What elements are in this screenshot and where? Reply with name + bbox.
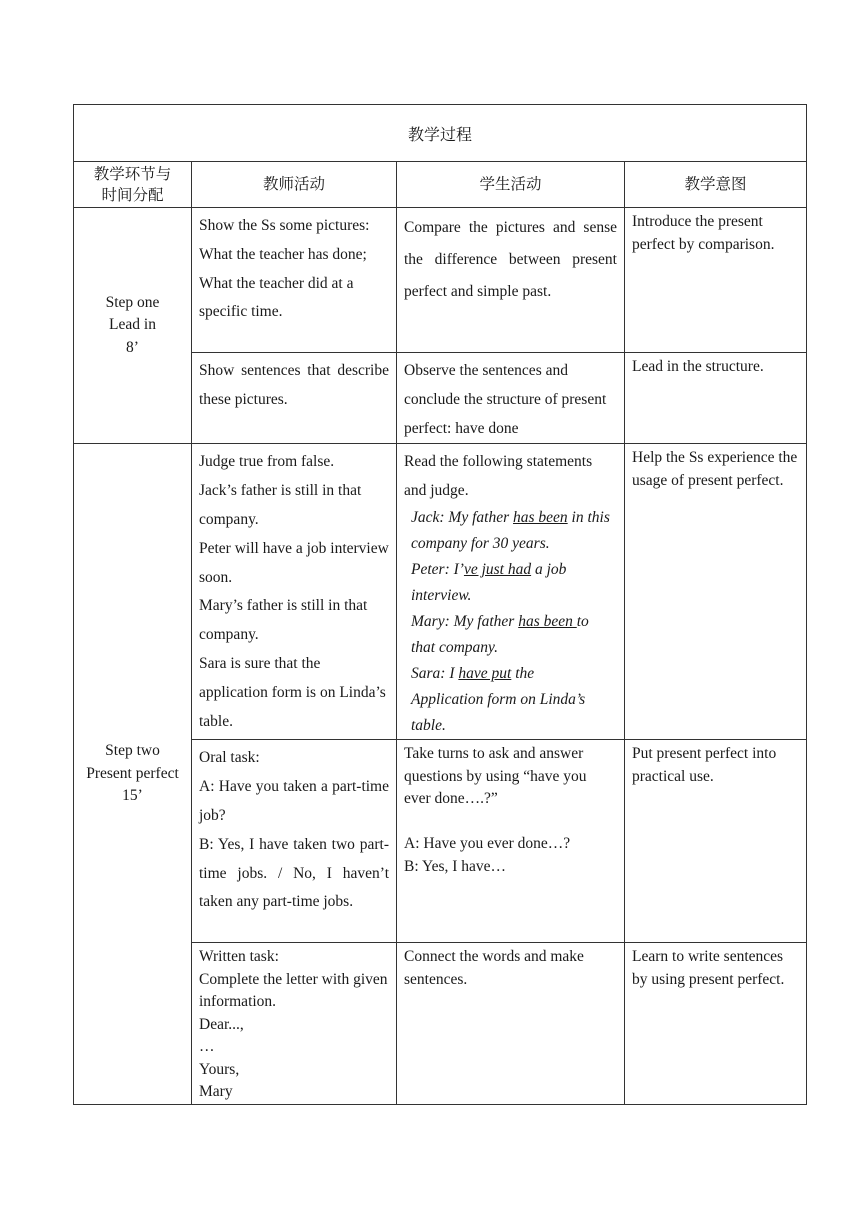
table-title: 教学过程 xyxy=(74,105,807,162)
step-one-teacher-2: Show sentences that describe these pictures. xyxy=(192,353,397,444)
step-two-purpose-2: Put present perfect into practical use. xyxy=(625,740,807,943)
header-teacher: 教师活动 xyxy=(192,162,397,208)
step-one-purpose-2: Lead in the structure. xyxy=(625,353,807,444)
step-one-teacher-1: Show the Ss some pictures: What the teacher has done; What the teacher did at a specific time. xyxy=(192,208,397,353)
step-two-teacher-3: Written task: Complete the letter with given information. Dear..., … Yours, Mary xyxy=(192,943,397,1105)
step-two-student-1: Read the following statements and judge. Jack: My father has been in this company for 30 years. Peter: I’ve just had a job interview. Mary: My father has been to that company. Sara: I have put the Application form on Linda’s table. xyxy=(397,444,625,740)
step-two-teacher-1: Judge true from false. Jack’s father is still in that company. Peter will have a job interview soon. Mary’s father is still in that company. Sara is sure that the application form is on Linda’s table. xyxy=(192,444,397,740)
header-student: 学生活动 xyxy=(397,162,625,208)
header-step: 教学环节与时间分配 xyxy=(74,162,192,208)
step-two-student-2: Take turns to ask and answer questions by using “have you ever done….?” A: Have you ever done…? B: Yes, I have… xyxy=(397,740,625,943)
step-two-purpose-3: Learn to write sentences by using present perfect. xyxy=(625,943,807,1105)
step-two-cell: Step two Present perfect 15’ xyxy=(74,444,192,1105)
step-two-student-3: Connect the words and make sentences. xyxy=(397,943,625,1105)
step-two-teacher-2: Oral task: A: Have you taken a part-time job? B: Yes, I have taken two part-time jobs. / No, I haven’t taken any part-time jobs. xyxy=(192,740,397,943)
step-one-student-2: Observe the sentences and conclude the structure of present perfect: have done xyxy=(397,353,625,444)
header-purpose: 教学意图 xyxy=(625,162,807,208)
teaching-process-table xyxy=(73,104,807,1105)
step-one-purpose-1: Introduce the present perfect by comparison. xyxy=(625,208,807,353)
step-two-purpose-1: Help the Ss experience the usage of present perfect. xyxy=(625,444,807,740)
step-one-student-1: Compare the pictures and sense the difference between present perfect and simple past. xyxy=(397,208,625,353)
step-one-cell: Step one Lead in 8’ xyxy=(74,208,192,444)
